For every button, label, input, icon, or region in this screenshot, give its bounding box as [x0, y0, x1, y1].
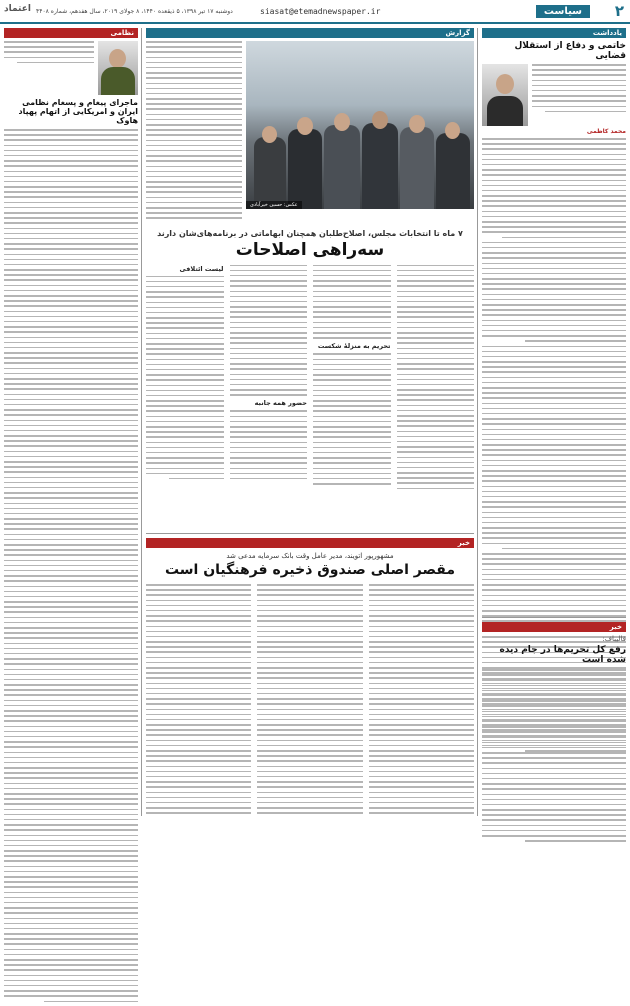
news-body-col-2: [257, 584, 362, 817]
news-body-col-3: [146, 584, 251, 817]
newspaper-logo: اعتماد: [4, 4, 31, 14]
left-column-headline: ماجرای پیغام و پسغام نظامی ایران و امریکایی از اتهام پهپاد هاوک: [18, 98, 138, 125]
report-body-col-4: [146, 265, 224, 493]
photo-caption: عکس: حسین خیرآبادی: [246, 201, 302, 209]
commander-portrait: [98, 41, 138, 95]
center-bottom-news: [146, 538, 474, 817]
right-bottom-headline: رفع کل تحریم‌ها در جام دیده شده است: [499, 645, 626, 665]
left-column-section-label: نظامی: [4, 28, 138, 38]
report-body-col-2: [313, 265, 391, 493]
column-divider-right: [477, 28, 478, 816]
report-headline: سه‌راهی اصلاحات: [235, 239, 385, 260]
right-bottom-section-label: خبر: [482, 622, 626, 632]
report-body-col-1: [397, 265, 475, 493]
news-section-label: خبر: [146, 538, 474, 548]
news-headline: مقصر اصلی صندوق ذخیره فرهنگیان است: [164, 562, 456, 578]
right-column-lead-text: [532, 64, 626, 126]
right-column-headline: خاتمی و دفاع از استقلال قضایی: [514, 41, 626, 61]
report-body-col-3: [230, 265, 308, 493]
news-kicker: مشهورپور اتویند، مدیر عامل وقت بانک سرمایه مدعی شد: [226, 552, 394, 560]
subhead-coalition-list: لیست ائتلافی: [179, 264, 224, 273]
right-divider: [482, 617, 626, 618]
left-column-body: [4, 129, 138, 1002]
left-column: [4, 28, 138, 1006]
center-divider: [146, 533, 474, 534]
column-divider-left: [141, 28, 142, 816]
right-bottom-kicker: قالیباف:: [602, 635, 626, 643]
right-column-section-label: یادداشت: [482, 28, 626, 38]
report-photo: [246, 41, 474, 209]
date-line: دوشنبه ۱۷ تیر ۱۳۹۸، ۵ ذیقعده ۱۴۴۰، ۸ جولای ۲۰۱۹، سال هفدهم، شماره ۴۴۰۸: [36, 8, 233, 15]
section-title: سیاست: [536, 5, 590, 18]
report-section-label: گزارش: [146, 28, 474, 38]
right-bottom-news: [482, 622, 626, 845]
page-number: ۲: [614, 2, 624, 20]
report-side-text: [146, 41, 242, 223]
subhead-full-presence: حضور همه جانبه: [254, 399, 307, 408]
news-body-col-1: [369, 584, 474, 817]
author-name: محمد کاظمی: [586, 128, 626, 135]
site-email[interactable]: siasat@etemadnewspaper.ir: [260, 7, 381, 16]
subhead-boycott: تحریم به منزلهٔ شکست: [317, 342, 391, 351]
right-bottom-body: [482, 669, 626, 842]
masthead: [0, 0, 630, 24]
left-column-lead-text: [4, 41, 94, 95]
center-top-report: [146, 28, 474, 493]
report-kicker: ۷ ماه تا انتخابات مجلس، اصلاح‌طلبان همچنان ابهاماتی در برنامه‌های‌شان دارند: [157, 228, 463, 238]
author-portrait: [482, 64, 528, 126]
